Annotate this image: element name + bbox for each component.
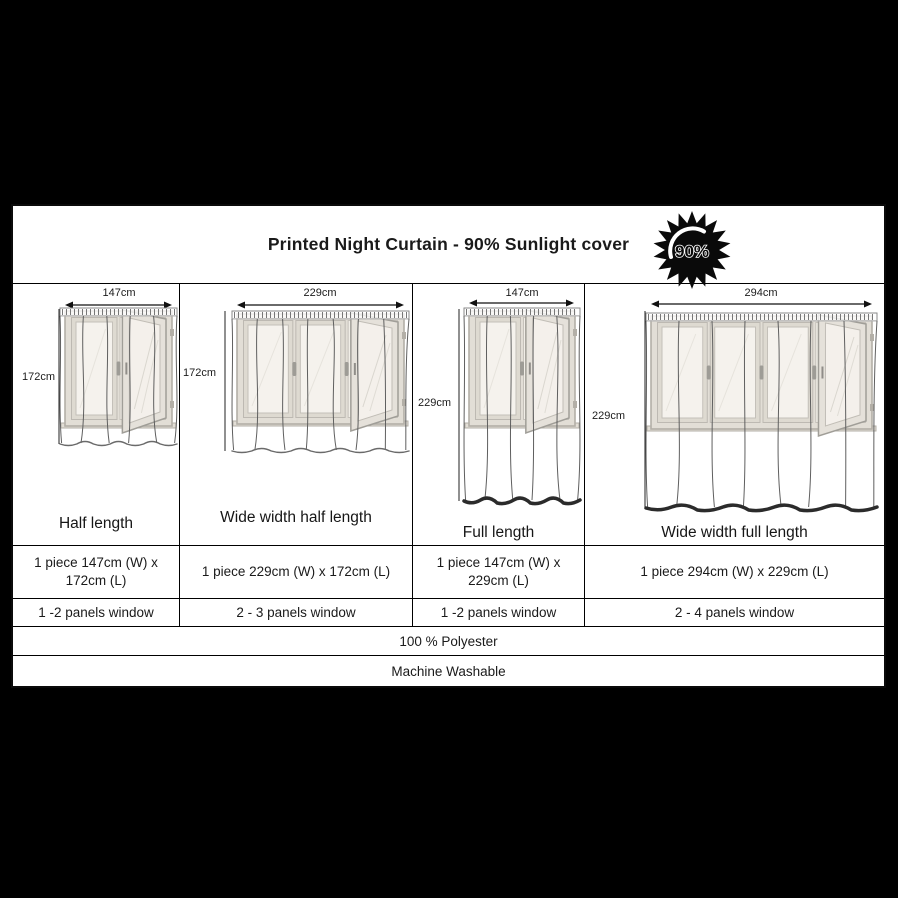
illustration-row [13, 283, 884, 545]
width-dimension-label: 229cm [303, 287, 337, 299]
piece-size-cell-wide-half-length: 1 piece 229cm (W) x 172cm (L) [180, 546, 413, 598]
width-dimension-label: 147cm [102, 287, 136, 299]
window-illustration-half-length [13, 284, 180, 546]
column-caption: Half length [58, 515, 134, 532]
spec-sheet [11, 204, 886, 688]
column-caption: Full length [462, 524, 535, 541]
height-dimension-label: 172cm [182, 367, 216, 379]
panels-cell-full-length: 1 -2 panels window [413, 599, 585, 626]
height-dimension-label: 229cm [417, 397, 451, 409]
care-row [13, 655, 884, 686]
column-half-length [13, 284, 180, 545]
piece-size-cell-half-length: 1 piece 147cm (W) x 172cm (L) [13, 546, 180, 598]
page-title: Printed Night Curtain - 90% Sunlight cover [267, 234, 630, 254]
height-dimension-label: 229cm [591, 410, 625, 422]
window-illustration-wide-full-length [585, 284, 888, 546]
material-text: 100 % Polyester [399, 633, 498, 649]
title-row [13, 206, 884, 283]
column-full-length [413, 284, 585, 545]
column-caption: Wide width half length [220, 509, 372, 526]
window-illustration-wide-half-length [180, 284, 413, 546]
column-caption: Wide width full length [661, 524, 808, 541]
panels-cell-half-length: 1 -2 panels window [13, 599, 180, 626]
column-wide-full-length [585, 284, 884, 545]
window-illustration-full-length [413, 284, 585, 546]
care-text: Machine Washable [391, 663, 506, 679]
panels-row [13, 598, 884, 626]
panels-cell-wide-half-length: 2 - 3 panels window [180, 599, 413, 626]
piece-size-cell-full-length: 1 piece 147cm (W) x 229cm (L) [413, 546, 585, 598]
sun-badge-label: 90% [674, 242, 710, 261]
sun-icon [650, 208, 734, 292]
material-row [13, 626, 884, 655]
height-dimension-label: 172cm [21, 371, 55, 383]
piece-size-cell-wide-full-length: 1 piece 294cm (W) x 229cm (L) [640, 564, 829, 580]
panels-cell-wide-full-length: 2 - 4 panels window [674, 605, 795, 620]
piece-size-row [13, 545, 884, 598]
width-dimension-label: 147cm [505, 287, 539, 299]
width-dimension-label: 294cm [744, 287, 778, 299]
column-wide-half-length [180, 284, 413, 545]
